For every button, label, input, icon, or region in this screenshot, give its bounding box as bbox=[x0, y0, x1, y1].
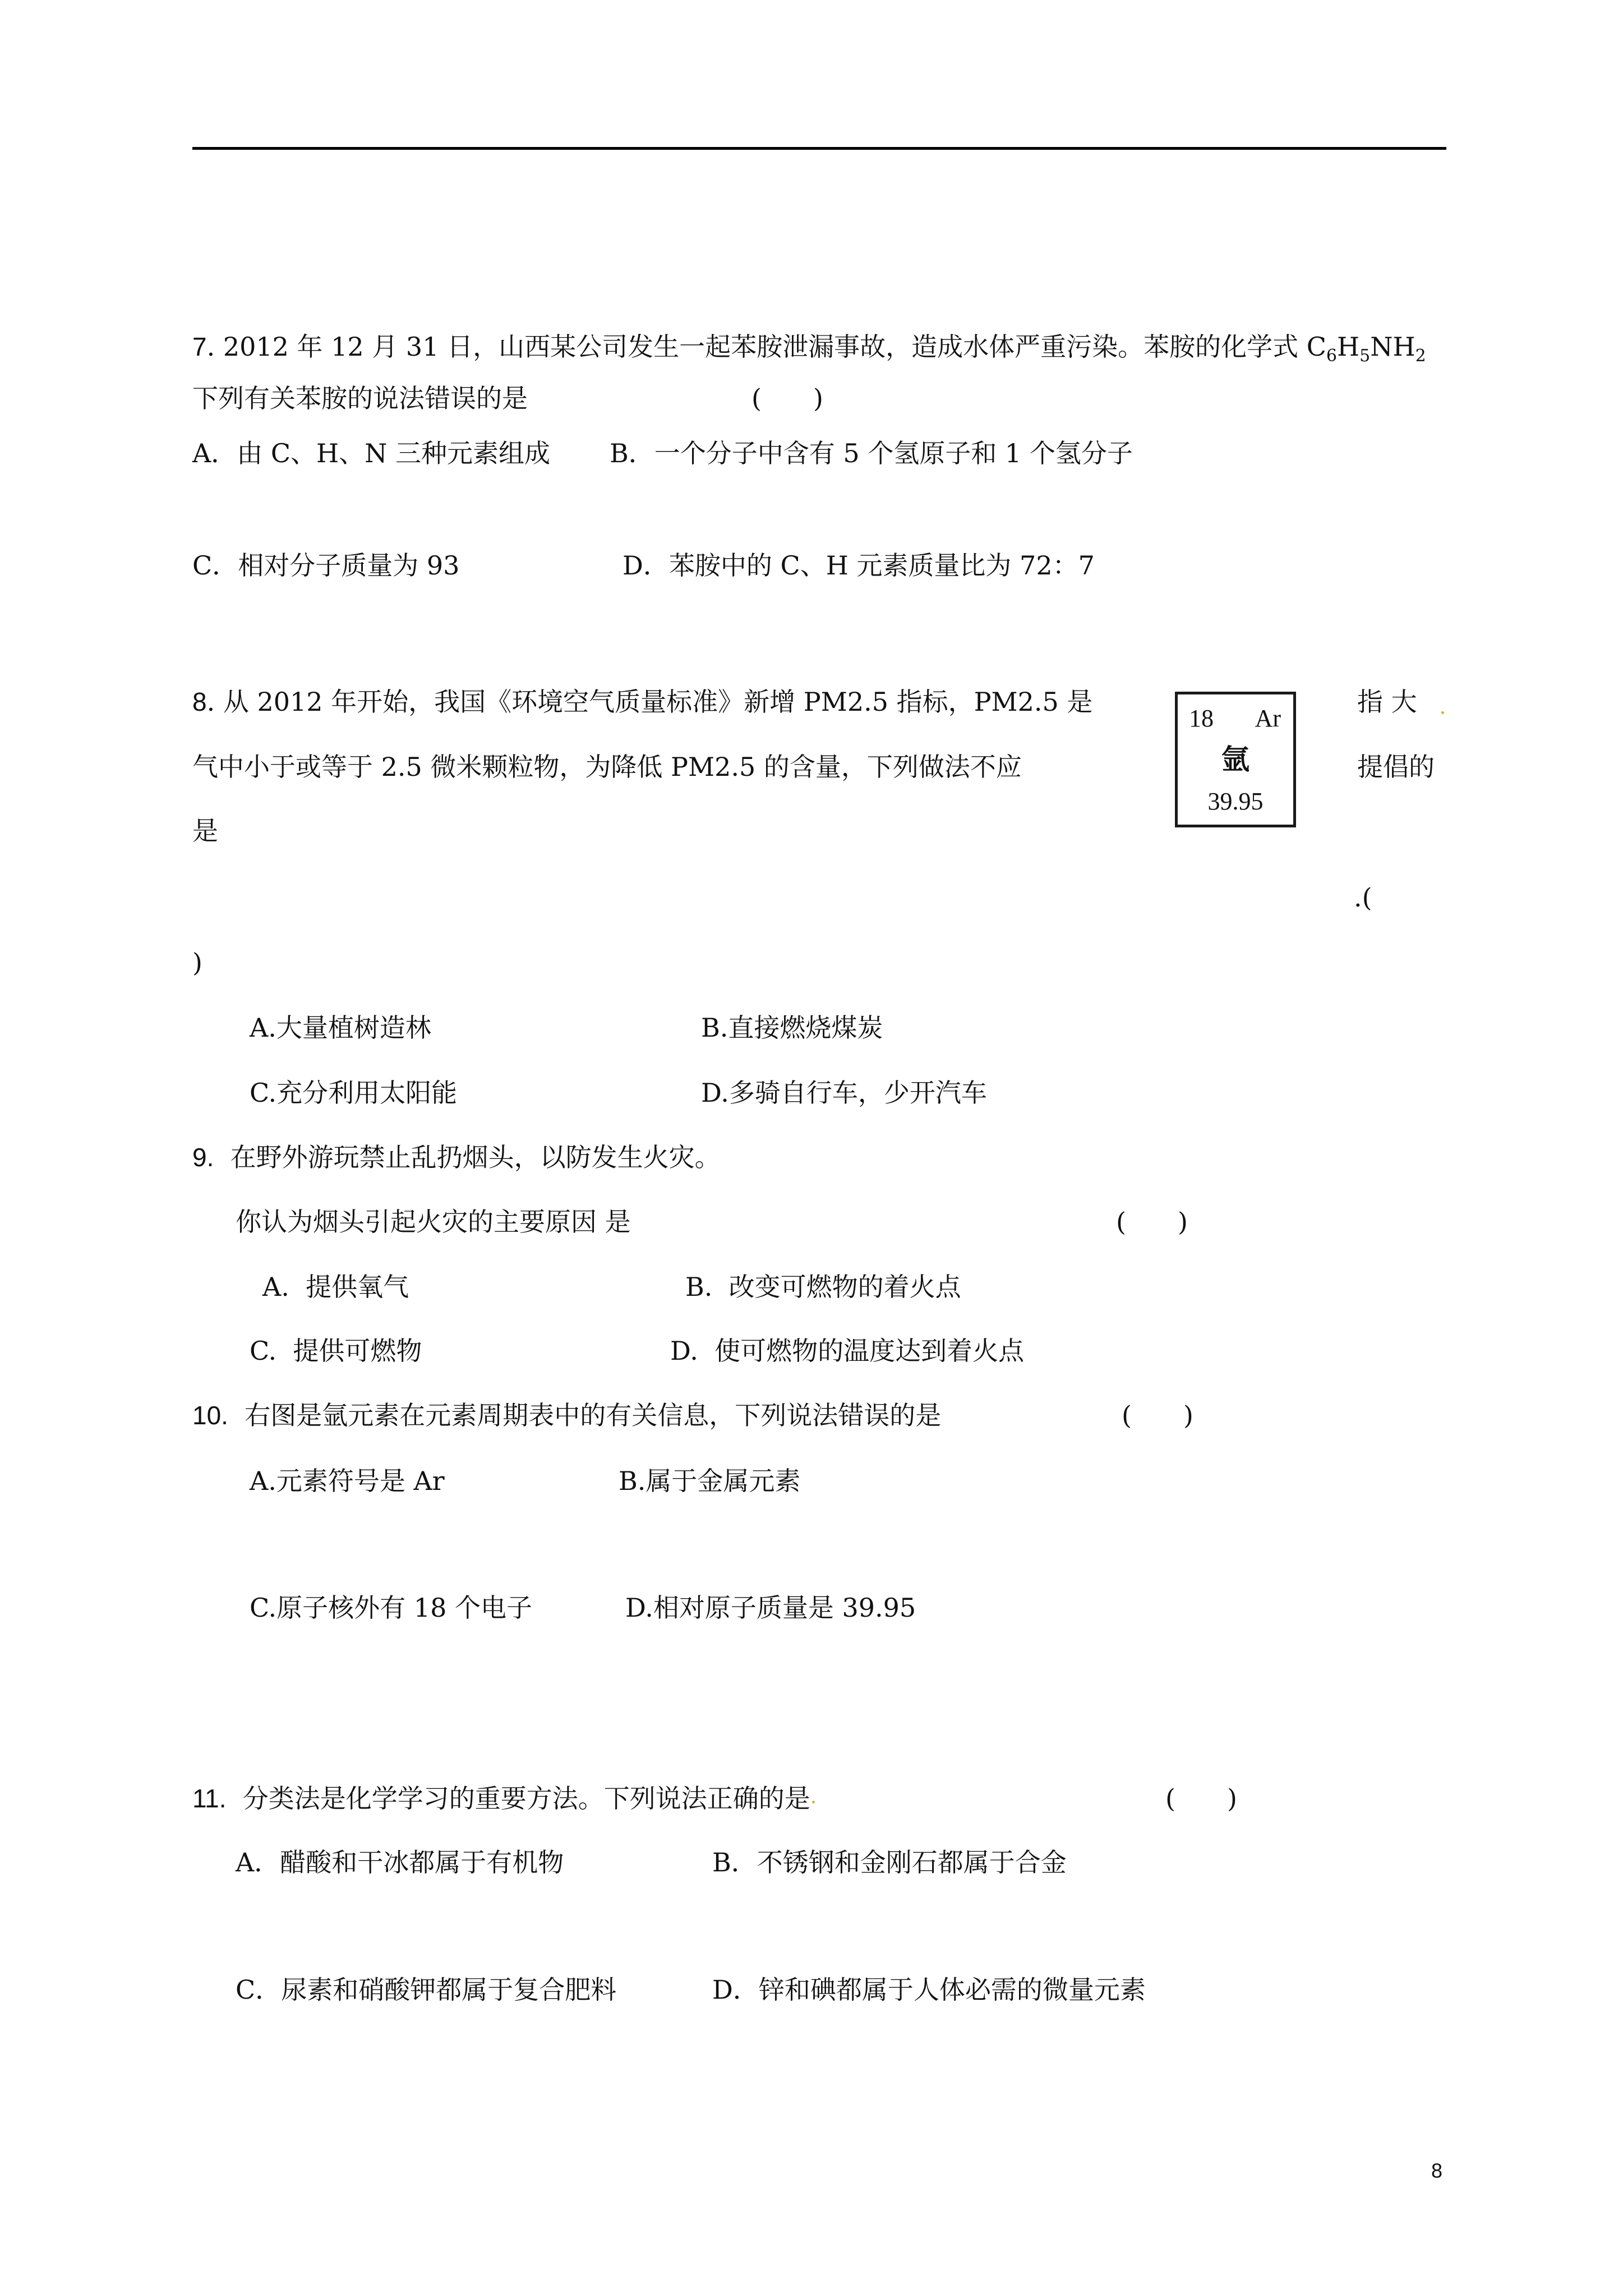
element-name: 氩 bbox=[1221, 743, 1249, 776]
q11-stem-text: 分类法是化学学习的重要方法。下列说法正确的是 bbox=[242, 1783, 810, 1814]
q8-option-a: A.大量植树造林 bbox=[250, 1013, 431, 1043]
q8-paren-open: .( bbox=[1354, 882, 1372, 913]
q7-option-c: C．相对分子质量为 93 bbox=[192, 550, 460, 581]
scan-dot bbox=[1441, 711, 1444, 714]
element-atomic-number: 18 bbox=[1189, 705, 1214, 732]
q11-answer-paren: ( ) bbox=[1165, 1783, 1237, 1814]
q10-option-c: C.原子核外有 18 个电子 bbox=[250, 1593, 532, 1623]
q9-answer-paren: ( ) bbox=[1116, 1207, 1188, 1237]
q8-option-d: D.多骑自行车，少开汽车 bbox=[701, 1078, 987, 1108]
q9-option-d: D. 使可燃物的温度达到着火点 bbox=[670, 1336, 1025, 1366]
q10-option-a: A.元素符号是 Ar bbox=[250, 1466, 445, 1496]
q8-option-c: C.充分利用太阳能 bbox=[250, 1078, 458, 1108]
q7-stem-text-c: NH bbox=[1370, 332, 1415, 362]
q9-stem-line2: 你认为烟头引起火灾的主要原因 是 bbox=[236, 1207, 631, 1237]
argon-element-card bbox=[1175, 692, 1296, 827]
q7-number: 7 bbox=[192, 332, 207, 361]
q9-option-a: A. 提供氧气 bbox=[262, 1272, 409, 1302]
q7-option-d: D．苯胺中的 C、H 元素质量比为 72：7 bbox=[623, 550, 1095, 581]
header-rule bbox=[192, 147, 1446, 150]
q9-option-b: B. 改变可燃物的着火点 bbox=[685, 1272, 961, 1302]
q8-number: 8 bbox=[192, 687, 207, 716]
q11-stem bbox=[192, 1782, 810, 1815]
scan-dot bbox=[812, 1801, 815, 1803]
page-number: 8 bbox=[1431, 2159, 1443, 2182]
q8-stem-line1-right: 指 大 bbox=[1357, 687, 1417, 717]
q9-number: 9. bbox=[192, 1143, 214, 1172]
q9-stem-text: 在野外游玩禁止乱扔烟头，以防发生火灾。 bbox=[230, 1142, 721, 1172]
q8-option-b: B.直接燃烧煤炭 bbox=[701, 1013, 883, 1043]
q7-subscript-2: 5 bbox=[1359, 346, 1371, 366]
q11-number: 11. bbox=[192, 1784, 227, 1813]
q8-stem-line1 bbox=[192, 685, 1092, 719]
element-symbol: Ar bbox=[1255, 705, 1281, 732]
q8-stem-text: . 从 2012 年开始，我国《环境空气质量标准》新增 PM2.5 指标，PM2.5 是 bbox=[206, 687, 1093, 717]
q9-stem-line1 bbox=[192, 1140, 721, 1174]
q9-option-c: C. 提供可燃物 bbox=[250, 1336, 422, 1366]
q8-stem-line2-right: 提倡的 bbox=[1357, 752, 1435, 782]
q7-stem-text-a: . 2012 年 12 月 31 日，山西某公司发生一起苯胺泄漏事故，造成水体严重污染。苯胺的化学式 C bbox=[206, 332, 1326, 362]
q10-answer-paren: ( ) bbox=[1122, 1400, 1193, 1430]
q10-option-b: B.属于金属元素 bbox=[619, 1466, 801, 1496]
q10-number: 10. bbox=[192, 1401, 228, 1430]
q7-subscript-1: 6 bbox=[1326, 346, 1337, 366]
q11-option-c: C．尿素和硝酸钾都属于复合肥料 bbox=[236, 1975, 617, 2005]
q8-paren-close: ) bbox=[192, 947, 202, 978]
q7-stem-line2: 下列有关苯胺的说法错误的是 bbox=[192, 383, 528, 413]
q7-option-a: A．由 C、H、N 三种元素组成 bbox=[192, 438, 551, 468]
q7-stem-line1 bbox=[192, 330, 1426, 373]
q11-option-a: A．醋酸和干冰都属于有机物 bbox=[236, 1847, 564, 1878]
q10-stem bbox=[192, 1398, 941, 1432]
element-atomic-mass: 39.95 bbox=[1207, 788, 1264, 815]
q7-option-b: B．一个分子中含有 5 个氢原子和 1 个氢分子 bbox=[610, 438, 1133, 468]
q7-subscript-3: 2 bbox=[1415, 346, 1426, 366]
q11-option-d: D．锌和碘都属于人体必需的微量元素 bbox=[712, 1975, 1146, 2005]
q10-option-d: D.相对原子质量是 39.95 bbox=[625, 1593, 916, 1623]
q8-stem-line2: 气中小于或等于 2.5 微米颗粒物，为降低 PM2.5 的含量，下列做法不应 bbox=[192, 752, 1022, 782]
q8-stem-line3: 是 bbox=[192, 816, 218, 846]
q7-answer-paren: ( ) bbox=[751, 383, 823, 413]
q10-stem-text: 右图是氩元素在元素周期表中的有关信息，下列说法错误的是 bbox=[245, 1400, 942, 1430]
q7-stem-text-b: H bbox=[1337, 332, 1360, 362]
q11-option-b: B．不锈钢和金刚石都属于合金 bbox=[712, 1847, 1067, 1878]
